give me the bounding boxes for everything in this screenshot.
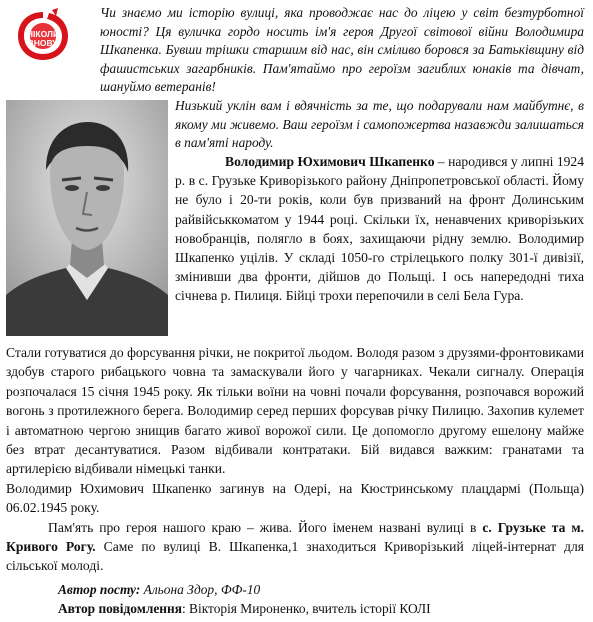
portrait-photo — [6, 100, 168, 336]
svg-text:ЗНОВУ: ЗНОВУ — [28, 38, 58, 48]
svg-text:НІКОЛИ: НІКОЛИ — [26, 29, 60, 39]
intro-paragraph: Чи знаємо ми історію вулиці, яка проводжає нас до ліцею у світ безтурботної юності? Ця вуличка гордо носить ім'я героя Другої світової війни Володимира Шкапенка. Бувши трішки старшим від нас, він сміливо боровся за Батьківщину від фашистських загарбників. Пам'ятаймо про героїзм загиблих юнаків та дівчат, шануймо ветеранів! — [100, 5, 584, 95]
bio-paragraph-memory: Пам'ять про героя нашого краю – жива. Його іменем названі вулиці в с. Грузьке та м. Кривого Рогу. Саме по вулиці В. Шкапенка,1 знаходиться Криворізький ліцей-інтернат для сільської молоді. — [6, 519, 585, 574]
logo-never-again — [12, 6, 74, 66]
author-line: Автор посту: Альона Здор, ФФ-10 — [58, 582, 261, 597]
bio-paragraph-side — [175, 152, 584, 306]
bio-text-side: – народився у липні 1924 р. в с. Грузьке Криворізького району Дніпропетровської області. Йому не було і 20-ти років, коли був призваний на фронт Долинським райвійськкоматом у 1944 році. Скільки їх, ненавчених криворізьких новобранців, полягло в боях, захищаючи рідну землю. Володимир Шкапенко уцілів. У складі 1050-го стрілецького полку 301-ї дивізії, змінивши два фронти, дійшов до Польщі. І ось напередодні тиха січнева р. Пилиця. Бійці трохи перепочили в селі Бела Гура. — [175, 154, 585, 304]
places-bold: с. Грузьке та м. Кривого Рогу. — [6, 519, 584, 555]
message-author-line: Автор повідомлення: Вікторія Мироненко, вчитель історії КОЛІ — [58, 601, 431, 616]
credits — [58, 580, 588, 618]
bio-paragraph-battle: Стали готуватися до форсування річки, не покритої льодом. Володя разом з друзями-фронтовиками здобув старого рибацького човна та замаскували його у чагарниках. Чекали сигналу. Операція розпочалася 15 січня 1945 року. Як тільки воїни на човні почали форсування, розпочався ворожий вогонь з протилежного берега. Володимир серед перших форсував річку Пилицю. Захопив кулемет і автоматною чергою знищив багато живої ворожої сили. Це допомогло другому ешелону майже без втрат десантуватися. Разом відбивали контратаки. Бій видався важким: гранатами та артилерією відбивали німецькі танки. — [6, 345, 584, 477]
bio-paragraph-death: Володимир Юхимович Шкапенко загинув на Одері, на Кюстринському плацдармі (Польща) 06.02.1945 року. — [6, 480, 584, 516]
hero-name: Володимир Юхимович Шкапенко — [225, 154, 435, 169]
intro-paragraph-side: Низький уклін вам і вдячність за те, що подарували нам майбутнє, в якому ми живемо. Ваш героїзм і самопожертва назавжди залишаться в пам'яті народу. — [175, 98, 584, 151]
bio-full-width — [6, 343, 584, 576]
